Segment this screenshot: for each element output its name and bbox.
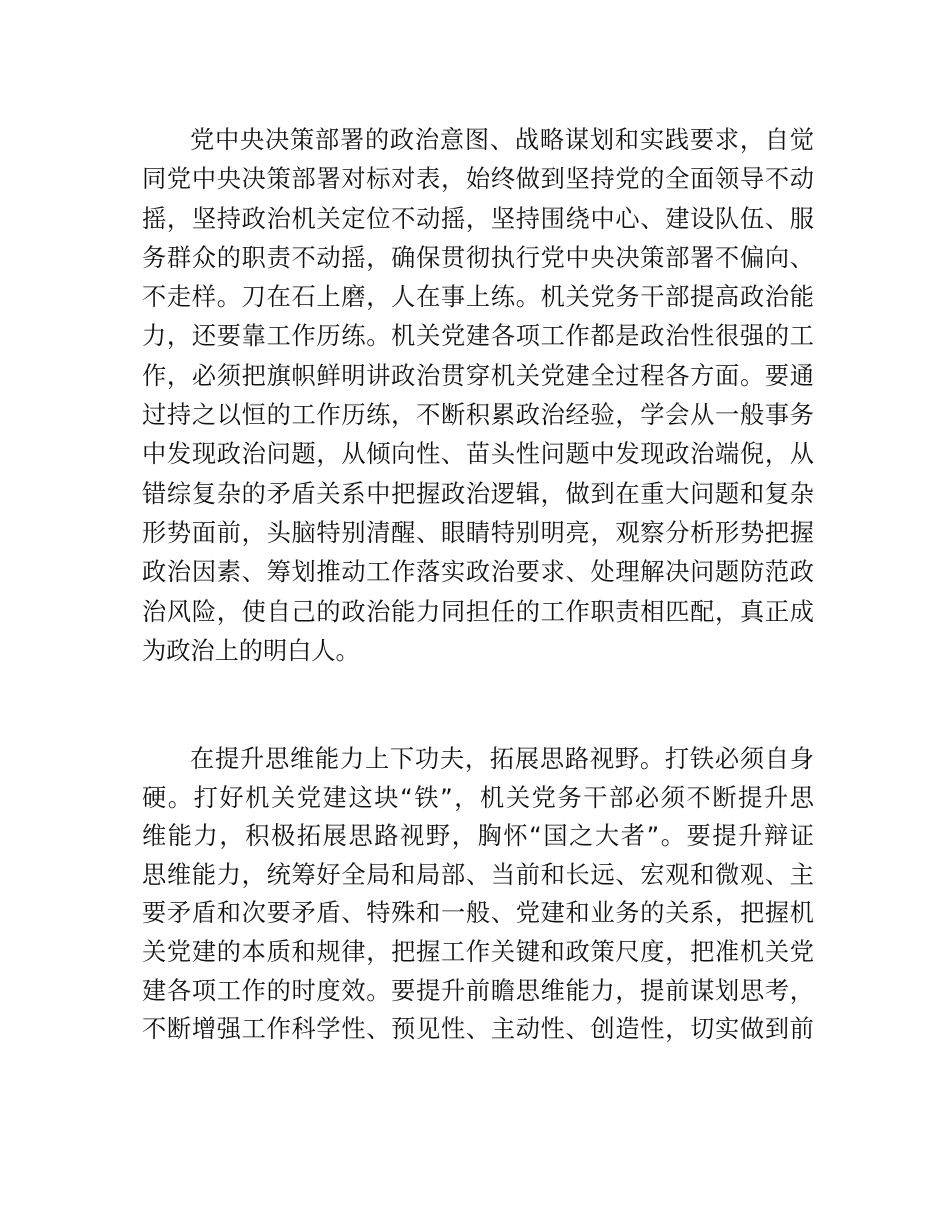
paragraph-line: 在提升思维能力上下功夫，拓展思路视野。打铁必须自身 [190, 745, 814, 773]
paragraph-line: 不断增强工作科学性、预见性、主动性、创造性，切实做到前 [142, 1015, 814, 1044]
paragraph-line: 力，还要靠工作历练。机关党建各项工作都是政治性很强的工 [142, 322, 814, 351]
paragraph-line: 不走样。刀在石上磨，人在事上练。机关党务干部提高政治能 [142, 283, 814, 312]
paragraph-line: 错综复杂的矛盾关系中把握政治逻辑，做到在重大问题和复杂 [142, 479, 814, 508]
paragraph-line: 党中央决策部署的政治意图、战略谋划和实践要求，自觉 [190, 126, 814, 154]
paragraph-2 [142, 740, 814, 1049]
paragraph-line: 务群众的职责不动摇，确保贯彻执行党中央决策部署不偏向、 [142, 243, 814, 272]
paragraph-line: 建各项工作的时度效。要提升前瞻思维能力，提前谋划思考， [142, 976, 814, 1005]
paragraph-line: 关党建的本质和规律，把握工作关键和政策尺度，把准机关党 [142, 937, 814, 966]
paragraph-line: 形势面前，头脑特别清醒、眼睛特别明亮，观察分析形势把握 [142, 518, 814, 547]
paragraph-line: 过持之以恒的工作历练，不断积累政治经验，学会从一般事务 [142, 401, 814, 430]
paragraph-line: 治风险，使自己的政治能力同担任的工作职责相匹配，真正成 [142, 597, 814, 626]
paragraph-line: 要矛盾和次要矛盾、特殊和一般、党建和业务的关系，把握机 [142, 899, 814, 928]
paragraph-line: 政治因素、筹划推动工作落实政治要求、处理解决问题防范政 [142, 558, 814, 587]
paragraph-line: 为政治上的明白人。 [142, 636, 360, 665]
paragraph-line: 同党中央决策部署对标对表，始终做到坚持党的全面领导不动 [142, 165, 814, 194]
paragraph-line: 思维能力，统筹好全局和局部、当前和长远、宏观和微观、主 [142, 860, 814, 889]
paragraph-line: 中发现政治问题，从倾向性、苗头性问题中发现政治端倪，从 [142, 440, 814, 469]
paragraph-1 [142, 121, 814, 671]
paragraph-line: 作，必须把旗帜鲜明讲政治贯穿机关党建全过程各方面。要通 [142, 361, 814, 390]
paragraph-line: 硬。打好机关党建这块“铁”，机关党务干部必须不断提升思 [142, 783, 814, 812]
paragraph-line: 摇，坚持政治机关定位不动摇，坚持围绕中心、建设队伍、服 [142, 204, 814, 233]
paragraph-line: 维能力，积极拓展思路视野，胸怀“国之大者”。要提升辩证 [142, 822, 814, 851]
